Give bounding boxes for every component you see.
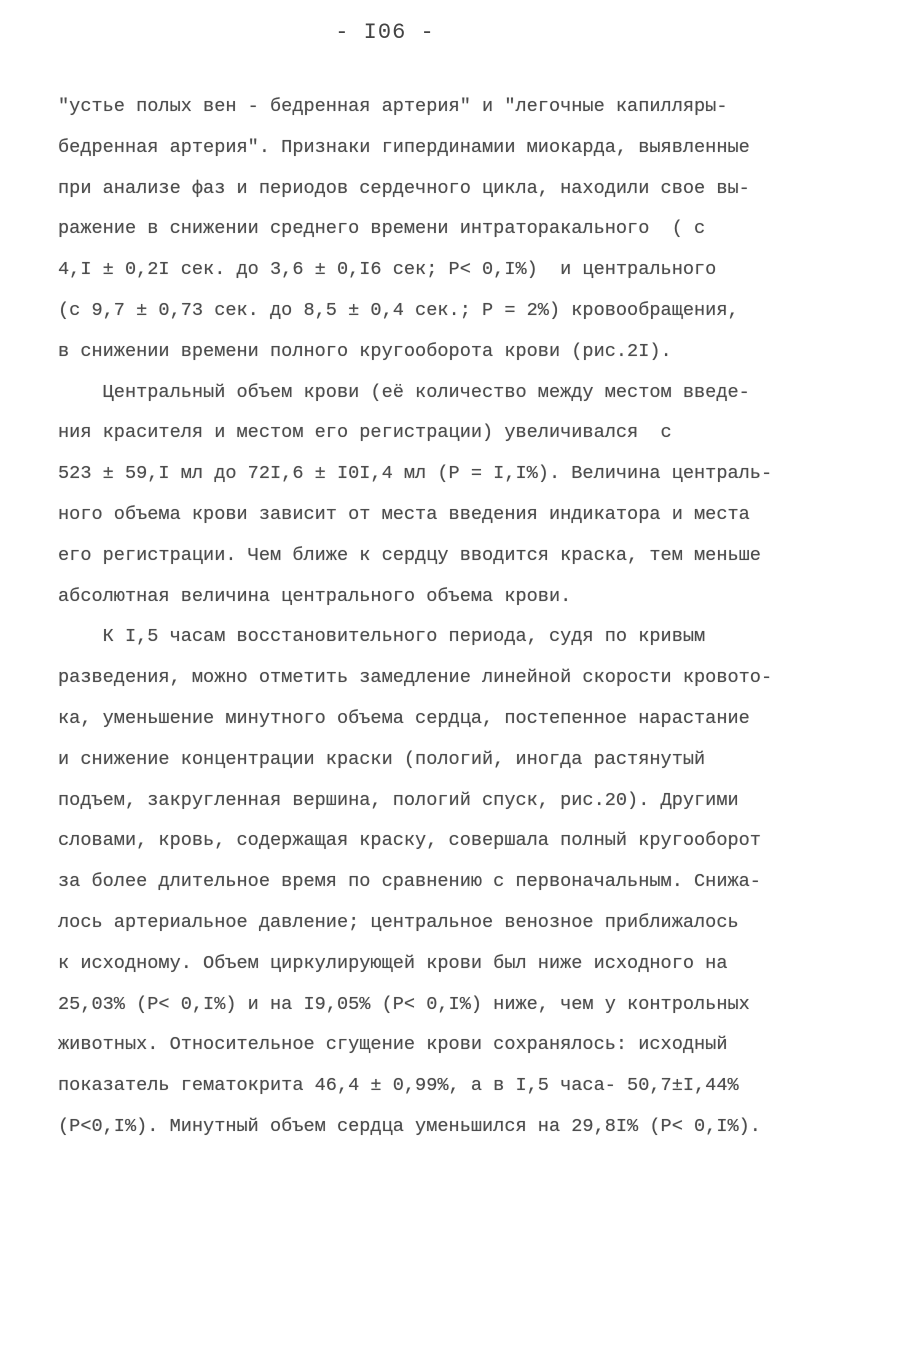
text-line: К I,5 часам восстановительного периода, судя по кривым: [58, 626, 706, 648]
text-line: "устье полых вен - бедренная артерия" и "легочные капилляры-: [58, 96, 728, 117]
text-line: разведения, можно отметить замедление линейной скорости кровото-: [58, 667, 773, 689]
text-line: при анализе фаз и периодов сердечного цикла, находили свое вы-: [58, 177, 750, 199]
body-text: [58, 87, 858, 1148]
page-number: - I06 -: [335, 20, 435, 45]
text-line: ного объема крови зависит от места введения индикатора и места: [58, 503, 750, 525]
text-line: его регистрации. Чем ближе к сердцу вводится краска, тем меньше: [58, 544, 761, 566]
text-line: за более длительное время по сравнению с первоначальным. Снижа-: [58, 871, 761, 893]
text-line: и снижение концентрации краски (пологий, иногда растянутый: [58, 748, 706, 770]
text-line: 25,03% (P< 0,I%) и на I9,05% (P< 0,I%) ниже, чем у контрольных: [58, 993, 750, 1015]
text-line: (P<0,I%). Минутный объем сердца уменьшился на 29,8I% (P< 0,I%).: [58, 1115, 761, 1137]
text-line: бедренная артерия". Признаки гипердинамии миокарда, выявленные: [58, 136, 750, 158]
text-line: (с 9,7 ± 0,73 сек. до 8,5 ± 0,4 сек.; P = 2%) кровообращения,: [58, 299, 739, 321]
text-line: абсолютная величина центрального объема крови.: [58, 585, 572, 607]
text-line: Центральный объем крови (её количество между местом введе-: [58, 381, 750, 403]
text-line: ния красителя и местом его регистрации) увеличивался с: [58, 422, 672, 444]
text-line: ражение в снижении среднего времени интраторакального ( с: [58, 218, 706, 240]
text-line: лось артериальное давление; центральное венозное приближалось: [58, 911, 739, 933]
text-line: показатель гематокрита 46,4 ± 0,99%, а в I,5 часа- 50,7±I,44%: [58, 1075, 739, 1097]
text-line: в снижении времени полного кругооборота крови (рис.2I).: [58, 340, 672, 362]
text-line: ка, уменьшение минутного объема сердца, постепенное нарастание: [58, 707, 750, 729]
text-line: подъем, закругленная вершина, пологий спуск, рис.20). Другими: [58, 789, 739, 811]
text-line: к исходному. Объем циркулирующей крови был ниже исходного на: [58, 952, 728, 974]
text-line: животных. Относительное сгущение крови сохранялось: исходный: [58, 1034, 728, 1056]
text-line: 523 ± 59,I мл до 72I,6 ± I0I,4 мл (P = I,I%). Величина централь-: [58, 463, 773, 485]
text-line: 4,I ± 0,2I сек. до 3,6 ± 0,I6 сек; P< 0,I%) и центрального: [58, 259, 717, 281]
text-line: словами, кровь, содержащая краску, совершала полный кругооборот: [58, 830, 761, 852]
